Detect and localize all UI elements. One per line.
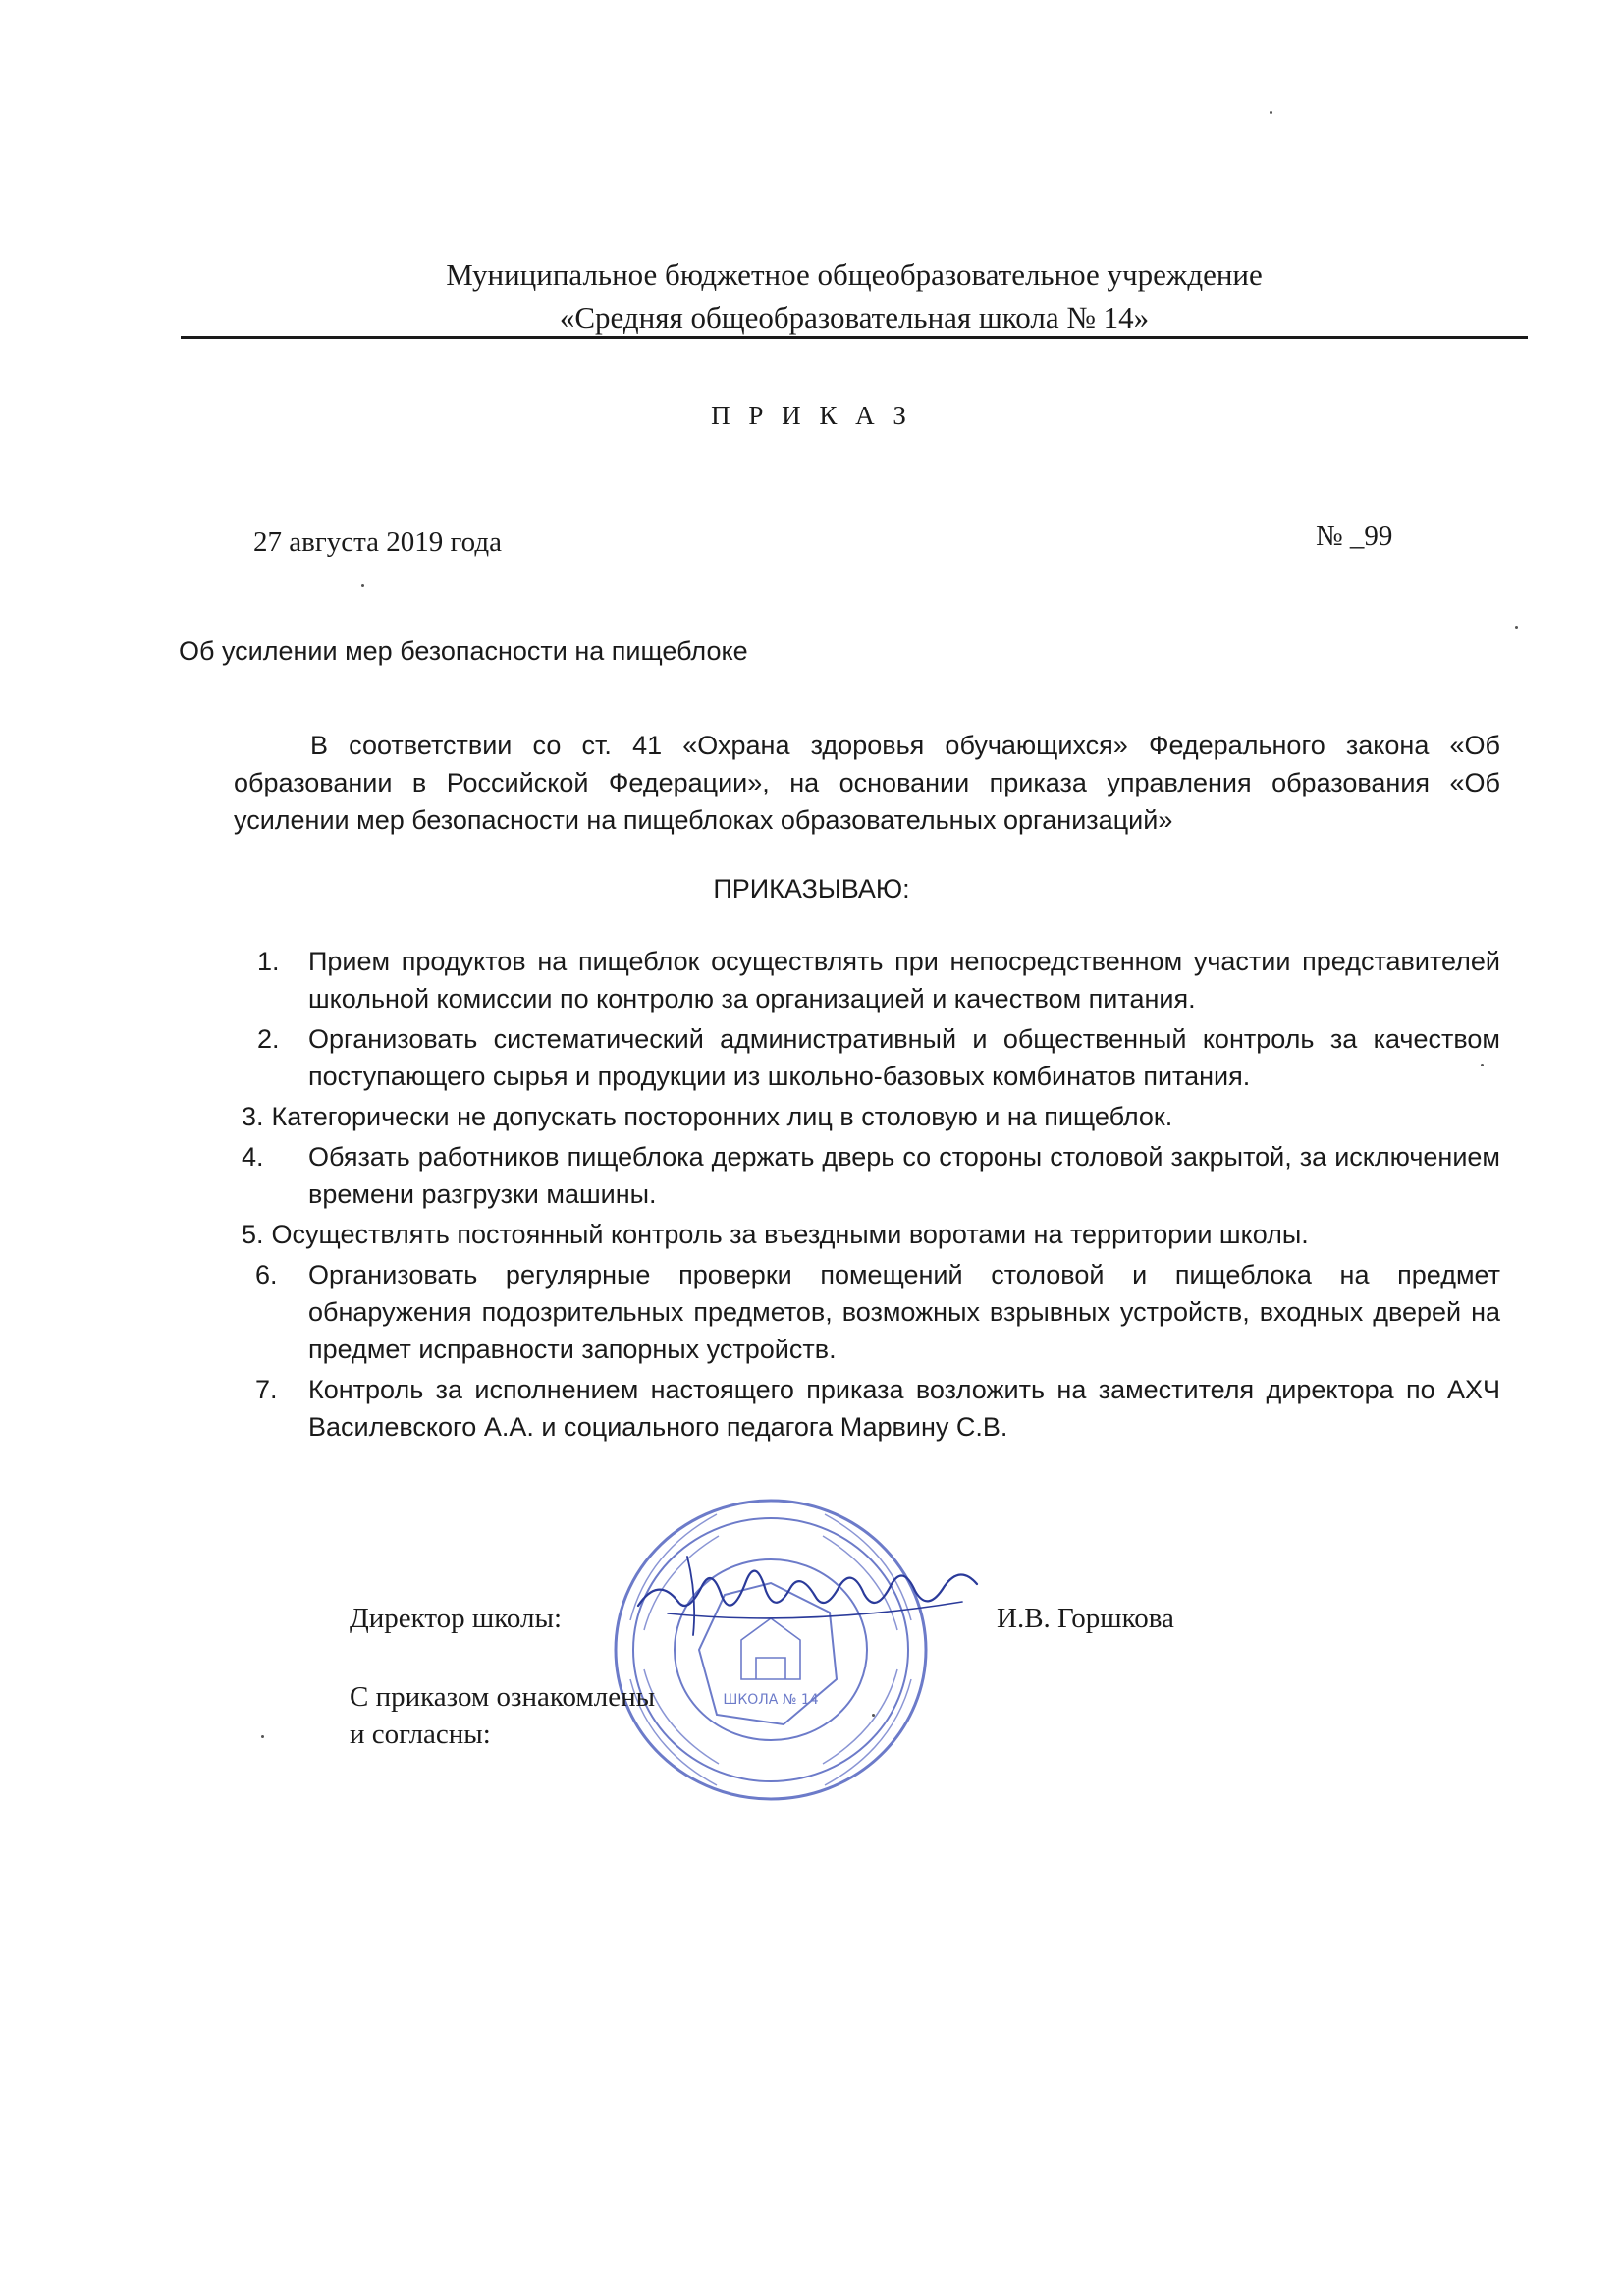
acknowledgement-line1: С приказом ознакомлены — [350, 1681, 656, 1713]
scan-speck — [872, 1714, 875, 1717]
order-item-7 — [255, 1371, 1500, 1446]
order-item-text: Прием продуктов на пищеблок осуществлять при непосредственном участии представителей школьной комиссии по контролю за организацией и качеством питания. — [308, 947, 1500, 1013]
order-item-number: 6. — [255, 1260, 278, 1289]
order-item-number: 3. — [242, 1102, 264, 1131]
order-item-number: 4. — [242, 1142, 264, 1172]
order-item-6 — [255, 1256, 1500, 1368]
order-item-number: 1. — [257, 947, 280, 976]
institution-name-line1: Муниципальное бюджетное общеобразовательное учреждение — [446, 257, 1263, 292]
order-item-2 — [257, 1020, 1500, 1095]
order-item-text: Организовать регулярные проверки помещений столовой и пищеблока на предмет обнаружения подозрительных предметов, возможных взрывных устройств, входных дверей на предмет исправности запорных устройств. — [308, 1260, 1500, 1364]
order-list — [242, 943, 1500, 1449]
order-item-4 — [242, 1138, 1500, 1213]
order-item-5 — [242, 1216, 1500, 1253]
order-item-1 — [257, 943, 1500, 1017]
order-item-text: Категорически не допускать посторонних лиц в столовую и на пищеблок. — [271, 1102, 1173, 1131]
order-heading: ПРИКАЗЫВАЮ: — [713, 874, 910, 903]
institution-name-line2: «Средняя общеобразовательная школа № 14» — [559, 301, 1150, 335]
director-signature — [628, 1537, 992, 1645]
order-item-text: Контроль за исполнением настоящего приказа возложить на заместителя директора по АХЧ Василевского А.А. и социального педагога Марвину С.В. — [308, 1375, 1500, 1442]
document-number: № _99 — [1316, 520, 1393, 552]
signature-label: Директор школы: — [350, 1603, 562, 1634]
order-item-number: 7. — [255, 1375, 278, 1404]
order-item-number: 2. — [257, 1024, 280, 1054]
stamp-text: ШКОЛА № 14 — [723, 1692, 819, 1708]
institution-header — [177, 253, 1532, 340]
order-item-text: Осуществлять постоянный контроль за въездными воротами на территории школы. — [271, 1220, 1309, 1249]
header-divider — [181, 336, 1528, 339]
document-subject: Об усилении мер безопасности на пищеблоке — [179, 636, 748, 666]
preamble-text: В соответствии со ст. 41 «Охрана здоровья обучающихся» Федерального закона «Об образовании в Российской Федерации», на основании приказа управления образования «Об усилении мер безопасности на пищеблоках образовательных организаций» — [234, 731, 1500, 835]
document-date: 27 августа 2019 года — [253, 526, 502, 558]
signature-name: И.В. Горшкова — [997, 1603, 1174, 1634]
order-item-text: Организовать систематический административный и общественный контроль за качеством поступающего сырья и продукции из школьно-базовых комбинатов питания. — [308, 1024, 1500, 1091]
order-item-text: Обязать работников пищеблока держать дверь со стороны столовой закрытой, за исключением времени разгрузки машины. — [308, 1142, 1500, 1209]
scan-speck — [1515, 626, 1518, 629]
scan-speck — [1481, 1064, 1484, 1066]
scan-speck — [361, 584, 364, 587]
acknowledgement-line2: и согласны: — [350, 1719, 491, 1750]
scan-speck — [1270, 111, 1272, 114]
preamble-paragraph — [234, 727, 1500, 839]
scan-speck — [261, 1735, 264, 1738]
order-item-3 — [242, 1098, 1500, 1135]
order-item-number: 5. — [242, 1220, 264, 1249]
document-title: П Р И К А З — [711, 401, 912, 430]
